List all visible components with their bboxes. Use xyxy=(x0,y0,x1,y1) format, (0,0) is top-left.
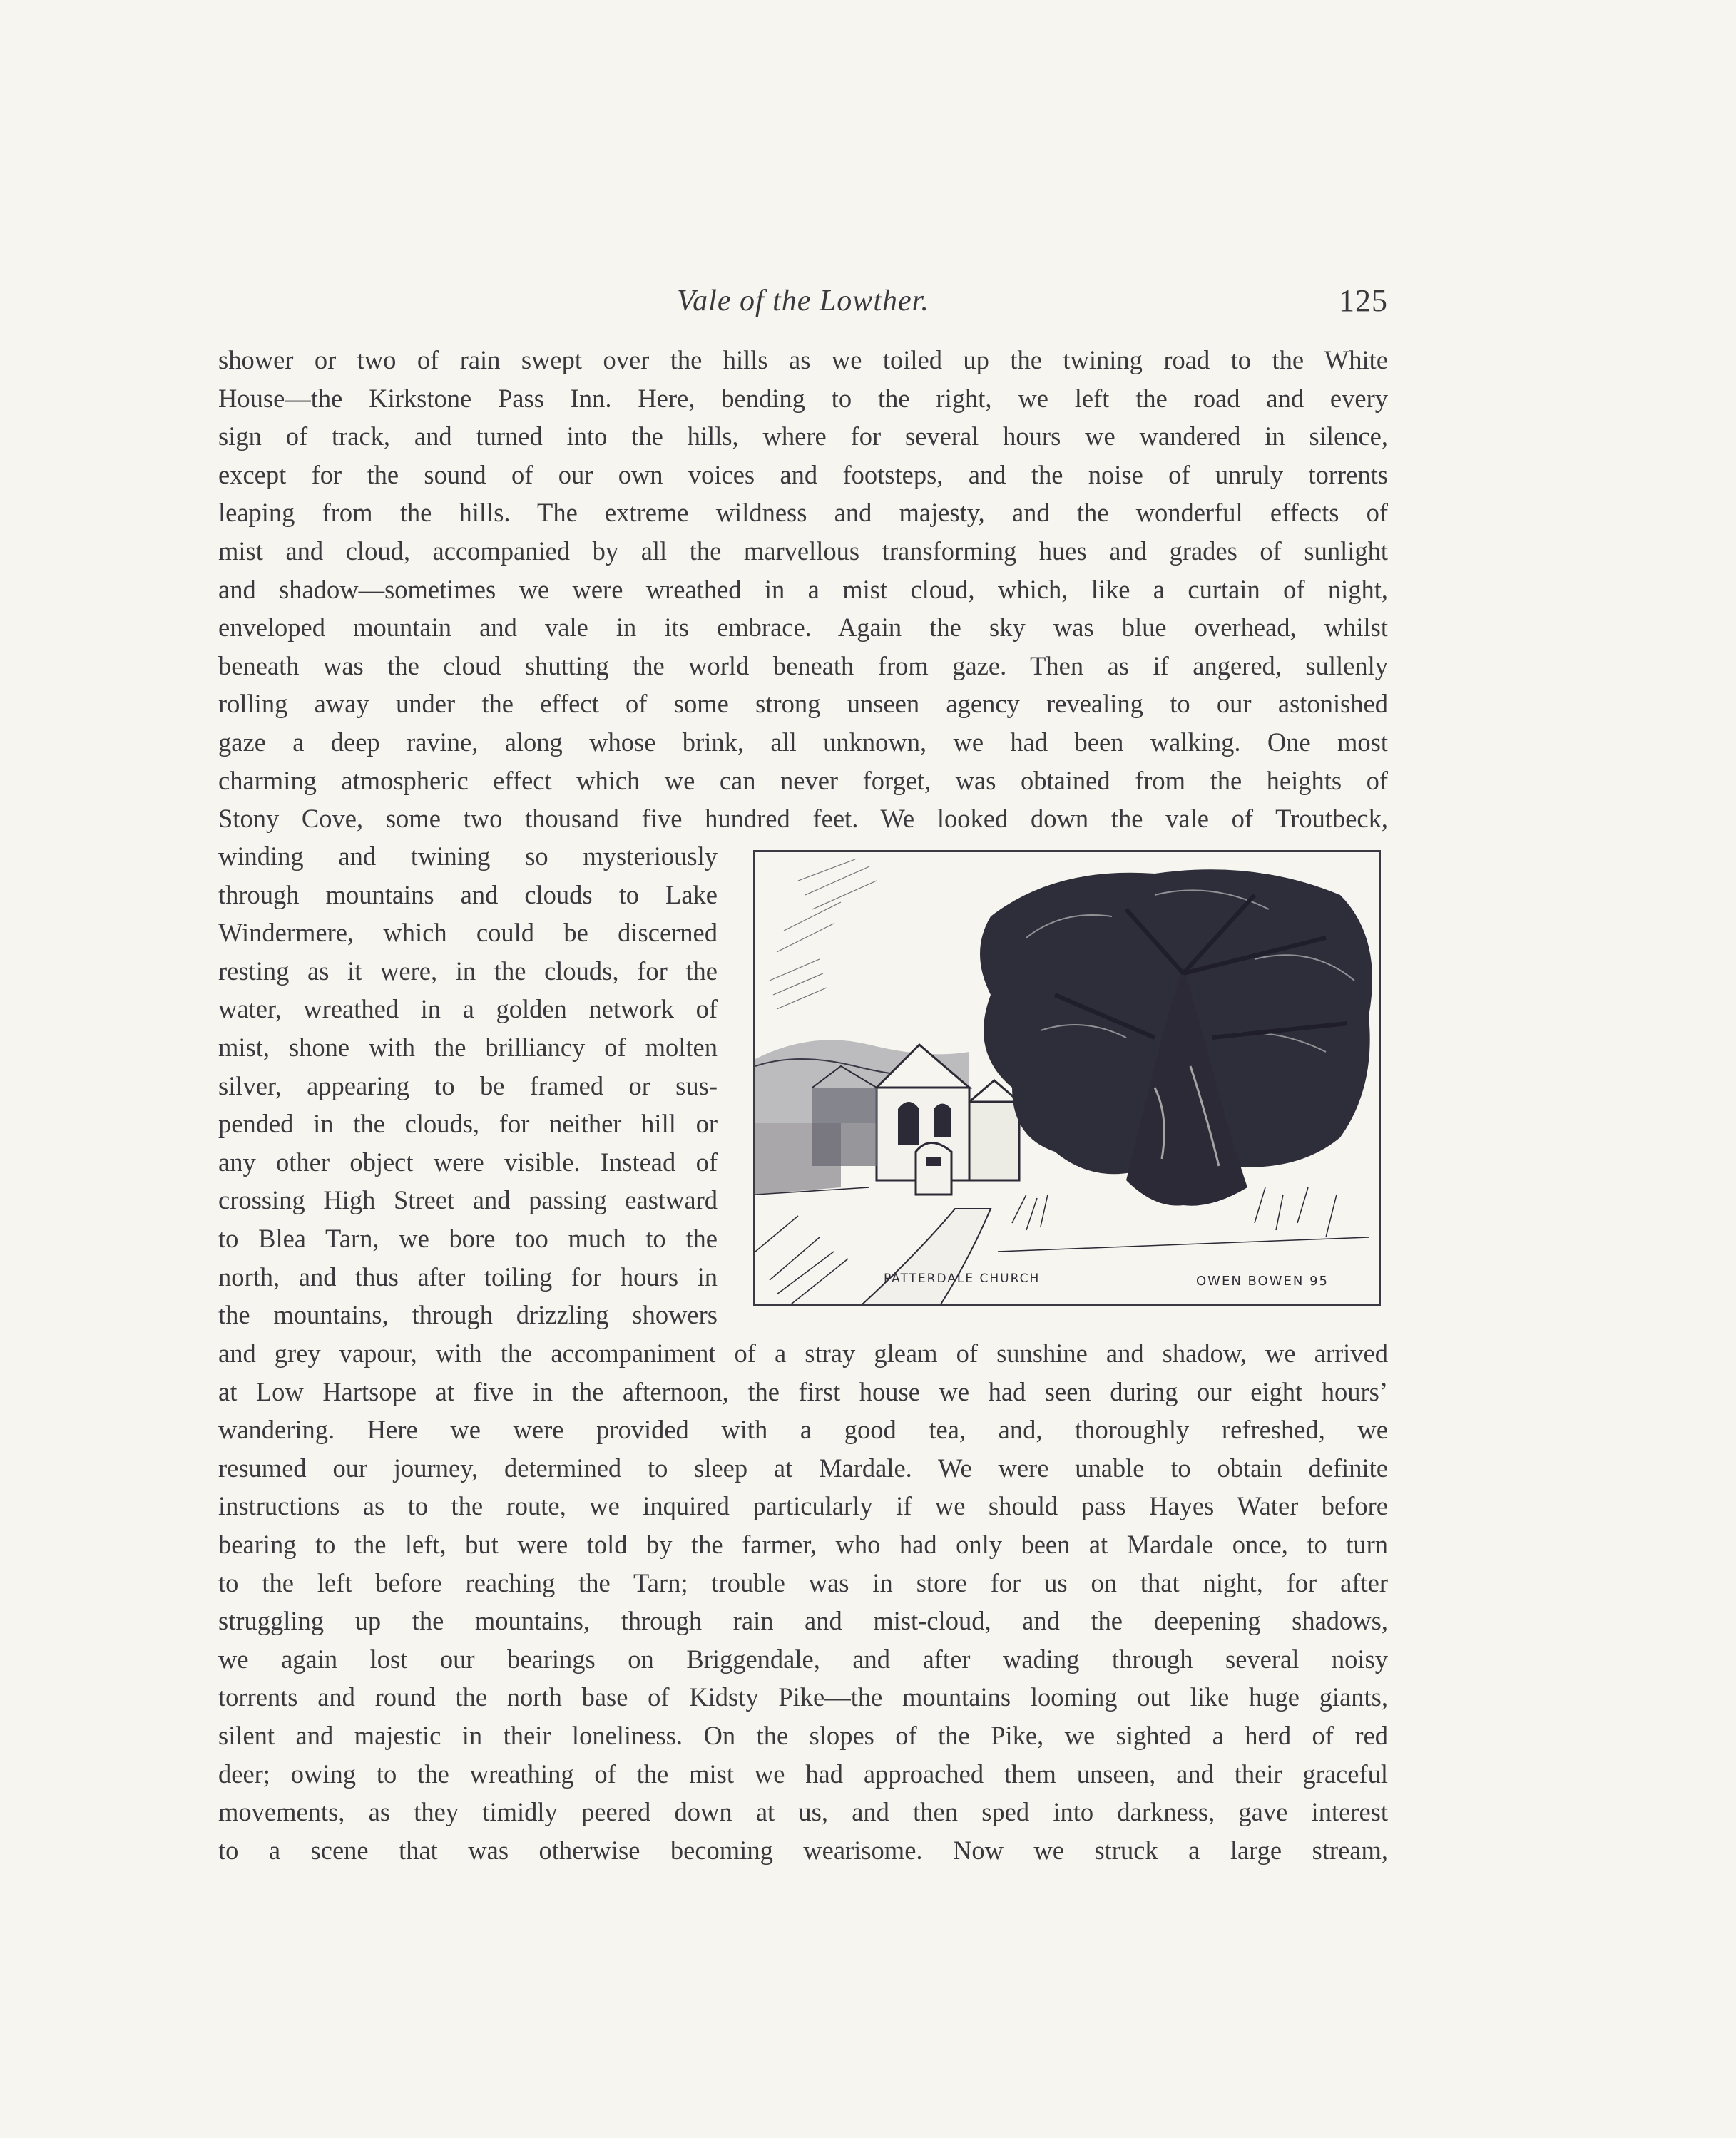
text-line: bearing to the left, but were told by the farmer, who had only been at Mardale once, to turn xyxy=(218,1529,1388,1559)
text-line: enveloped mountain and vale in its embrace. Again the sky was blue overhead, whilst xyxy=(218,613,1388,643)
text-line: sign of track, and turned into the hills, where for several hours we wandered in silence, xyxy=(218,421,1388,451)
body-text-bottom xyxy=(218,1334,1388,1869)
text-line: at Low Hartsope at five in the afternoon, the first house we had seen during our eight hours’ xyxy=(218,1376,1388,1406)
text-line: the mountains, through drizzling showers xyxy=(218,1300,718,1330)
church-illustration xyxy=(753,850,1381,1306)
artist-signature: OWEN BOWEN 95 xyxy=(1196,1274,1329,1289)
text-line: instructions as to the route, we inquired particularly if we should pass Hayes Water before xyxy=(218,1491,1388,1521)
text-line: gaze a deep ravine, along whose brink, all unknown, we had been walking. One most xyxy=(218,727,1388,757)
text-line: leaping from the hills. The extreme wildness and majesty, and the wonderful effects of xyxy=(218,498,1388,528)
text-line: charming atmospheric effect which we can never forget, was obtained from the heights of xyxy=(218,765,1388,795)
text-line: deer; owing to the wreathing of the mist we had approached them unseen, and their graceful xyxy=(218,1759,1388,1789)
text-line: movements, as they timidly peered down at us, and then sped into darkness, gave interest xyxy=(218,1797,1388,1827)
text-line: wandering. Here we were provided with a good tea, and, thoroughly refreshed, we xyxy=(218,1415,1388,1445)
text-line: resting as it were, in the clouds, for the xyxy=(218,956,718,986)
text-line: to a scene that was otherwise becoming wearisome. Now we struck a large stream, xyxy=(218,1835,1388,1865)
text-line: winding and twining so mysteriously xyxy=(218,842,718,871)
text-line: Stony Cove, some two thousand five hundred feet. We looked down the vale of Troutbeck, xyxy=(218,804,1388,834)
running-head xyxy=(218,280,1388,322)
text-line: water, wreathed in a golden network of xyxy=(218,994,718,1024)
text-line: silver, appearing to be framed or sus- xyxy=(218,1070,718,1100)
text-line: and grey vapour, with the accompaniment of a stray gleam of sunshine and shadow, we arrived xyxy=(218,1339,1388,1368)
text-line: north, and thus after toiling for hours in xyxy=(218,1262,718,1292)
text-line: mist, shone with the brilliancy of molten xyxy=(218,1032,718,1062)
church-yew-tree-drawing xyxy=(755,852,1379,1304)
running-title: Vale of the Lowther. xyxy=(677,285,929,317)
text-line: shower or two of rain swept over the hills as we toiled up the twining road to the White xyxy=(218,345,1388,374)
body-text-top xyxy=(218,341,1388,838)
text-line: to Blea Tarn, we bore too much to the xyxy=(218,1223,718,1253)
text-line: we again lost our bearings on Briggendale, and after wading through several noisy xyxy=(218,1644,1388,1674)
text-line: struggling up the mountains, through rain and mist-cloud, and the deepening shadows, xyxy=(218,1606,1388,1636)
yew-tree xyxy=(980,869,1372,1205)
text-line: pended in the clouds, for neither hill or xyxy=(218,1109,718,1139)
text-line: crossing High Street and passing eastward xyxy=(218,1185,718,1215)
text-line: mist and cloud, accompanied by all the marvellous transforming hues and grades of sunlight xyxy=(218,536,1388,566)
page-number: 125 xyxy=(1339,283,1388,318)
text-line: any other object were visible. Instead of xyxy=(218,1147,718,1177)
text-line: beneath was the cloud shutting the world beneath from gaze. Then as if angered, sullenly xyxy=(218,650,1388,680)
text-line: rolling away under the effect of some strong unseen agency revealing to our astonished xyxy=(218,689,1388,719)
text-line: resumed our journey, determined to sleep at Mardale. We were unable to obtain definite xyxy=(218,1453,1388,1483)
text-line: except for the sound of our own voices and footsteps, and the noise of unruly torrents xyxy=(218,459,1388,489)
text-line: Windermere, which could be discerned xyxy=(218,918,718,948)
text-line: through mountains and clouds to Lake xyxy=(218,879,718,909)
text-line: House—the Kirkstone Pass Inn. Here, bending to the right, we left the road and every xyxy=(218,383,1388,413)
text-line: silent and majestic in their loneliness. On the slopes of the Pike, we sighted a herd of red xyxy=(218,1720,1388,1750)
text-line: and shadow—sometimes we were wreathed in a mist cloud, which, like a curtain of night, xyxy=(218,574,1388,604)
illustration-caption: PATTERDALE CHURCH xyxy=(884,1272,1041,1286)
body-text-wrapped xyxy=(218,837,718,1334)
text-line: to the left before reaching the Tarn; trouble was in store for us on that night, for after xyxy=(218,1567,1388,1597)
text-line: torrents and round the north base of Kidsty Pike—the mountains looming out like huge giants, xyxy=(218,1682,1388,1712)
gravestone xyxy=(916,1143,951,1195)
